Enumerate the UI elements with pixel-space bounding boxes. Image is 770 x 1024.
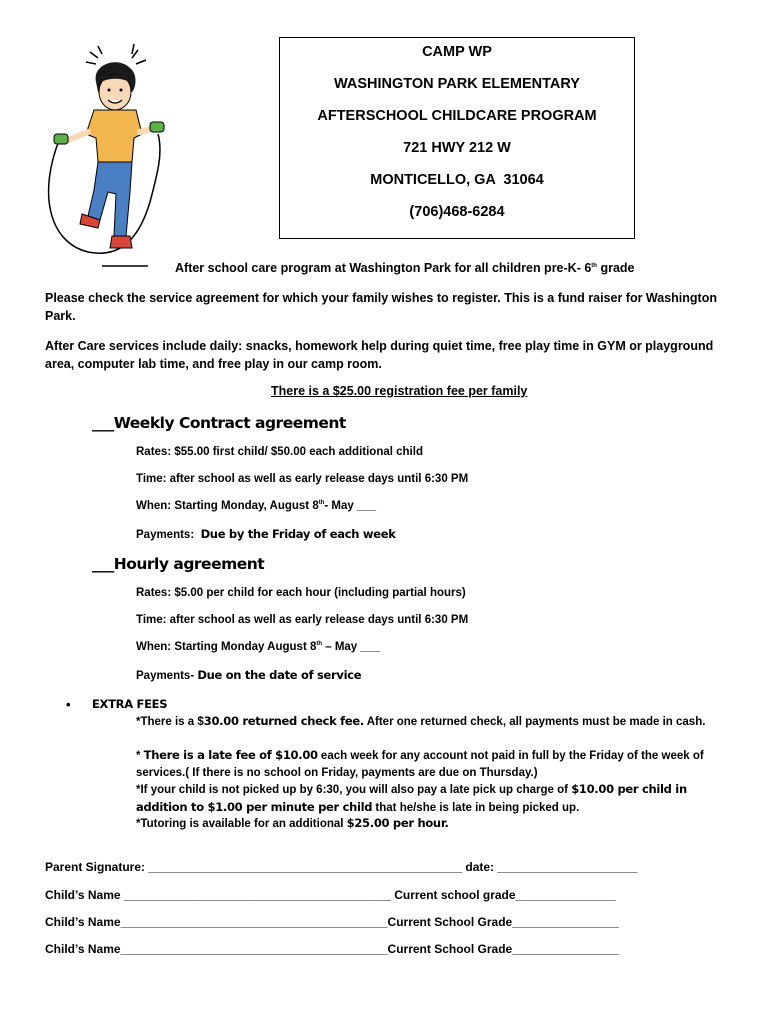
child-name-line-3[interactable]: Child’s Name________________________________________Current School Grade________________: [45, 942, 619, 956]
weekly-payments: Payments: Due by the Friday of each week: [136, 527, 396, 541]
child-name-line-1[interactable]: Child’s Name ________________________________________ Current school grade_______________: [45, 888, 616, 902]
program-name: AFTERSCHOOL CHILDCARE PROGRAM: [317, 108, 597, 124]
fee-late-pickup: *If your child is not picked up by 6:30, you will also pay a late pick up charge of $10.00 per child in addition to $1.00 per minute per child that he/she is late in being picked up.: [136, 782, 687, 814]
phone-number: (706)468-6284: [409, 204, 505, 220]
hourly-time: Time: after school as well as early release days until 6:30 PM: [136, 614, 469, 626]
hourly-payments: Payments- Due on the date of service: [136, 668, 362, 682]
weekly-agreement-title: ___Weekly Contract agreement: [92, 414, 346, 432]
street-address: 721 HWY 212 W: [403, 140, 511, 156]
weekly-rates: Rates: $55.00 first child/ $50.00 each additional child: [136, 446, 423, 458]
registration-fee-note: There is a $25.00 registration fee per family: [271, 384, 528, 398]
school-name: WASHINGTON PARK ELEMENTARY: [334, 76, 580, 92]
hourly-rates: Rates: $5.00 per child for each hour (including partial hours): [136, 587, 466, 599]
program-tagline: After school care program at Washington Park for all children pre-K- 6th grade: [175, 261, 635, 275]
intro-paragraph-1: Please check the service agreement for which your family wishes to register. This is a fund raiser for Washington Park.: [45, 291, 717, 323]
fee-returned-check: *There is a $30.00 returned check fee. After one returned check, all payments must be made in cash.: [136, 714, 706, 728]
bullet-icon: •: [66, 697, 71, 712]
parent-signature-line[interactable]: Parent Signature: _______________________________________________ date: _____________________: [45, 860, 638, 874]
child-name-line-2[interactable]: Child’s Name________________________________________Current School Grade________________: [45, 915, 619, 929]
weekly-when: When: Starting Monday, August 8th- May ___: [136, 500, 377, 512]
fee-tutoring: *Tutoring is available for an additional $25.00 per hour.: [136, 816, 449, 830]
weekly-time: Time: after school as well as early release days until 6:30 PM: [136, 473, 469, 485]
header-box: [279, 37, 635, 239]
hourly-when: When: Starting Monday August 8th – May ___: [136, 641, 380, 653]
intro-paragraph-2: After Care services include daily: snacks, homework help during quiet time, free play time in GYM or playground area, computer lab time, and free play in our camp room.: [45, 339, 714, 371]
extra-fees-title: EXTRA FEES: [92, 697, 168, 711]
city-state-zip: MONTICELLO, GA 31064: [370, 172, 544, 188]
hourly-agreement-title: ___Hourly agreement: [92, 555, 265, 573]
jump-rope-boy-illustration: [38, 42, 178, 274]
camp-name: CAMP WP: [422, 44, 492, 60]
fee-late-payment: * There is a late fee of $10.00 each week for any account not paid in full by the Friday of the week of services.( If there is no school on Friday, payments are due on Thursday.): [136, 748, 704, 779]
